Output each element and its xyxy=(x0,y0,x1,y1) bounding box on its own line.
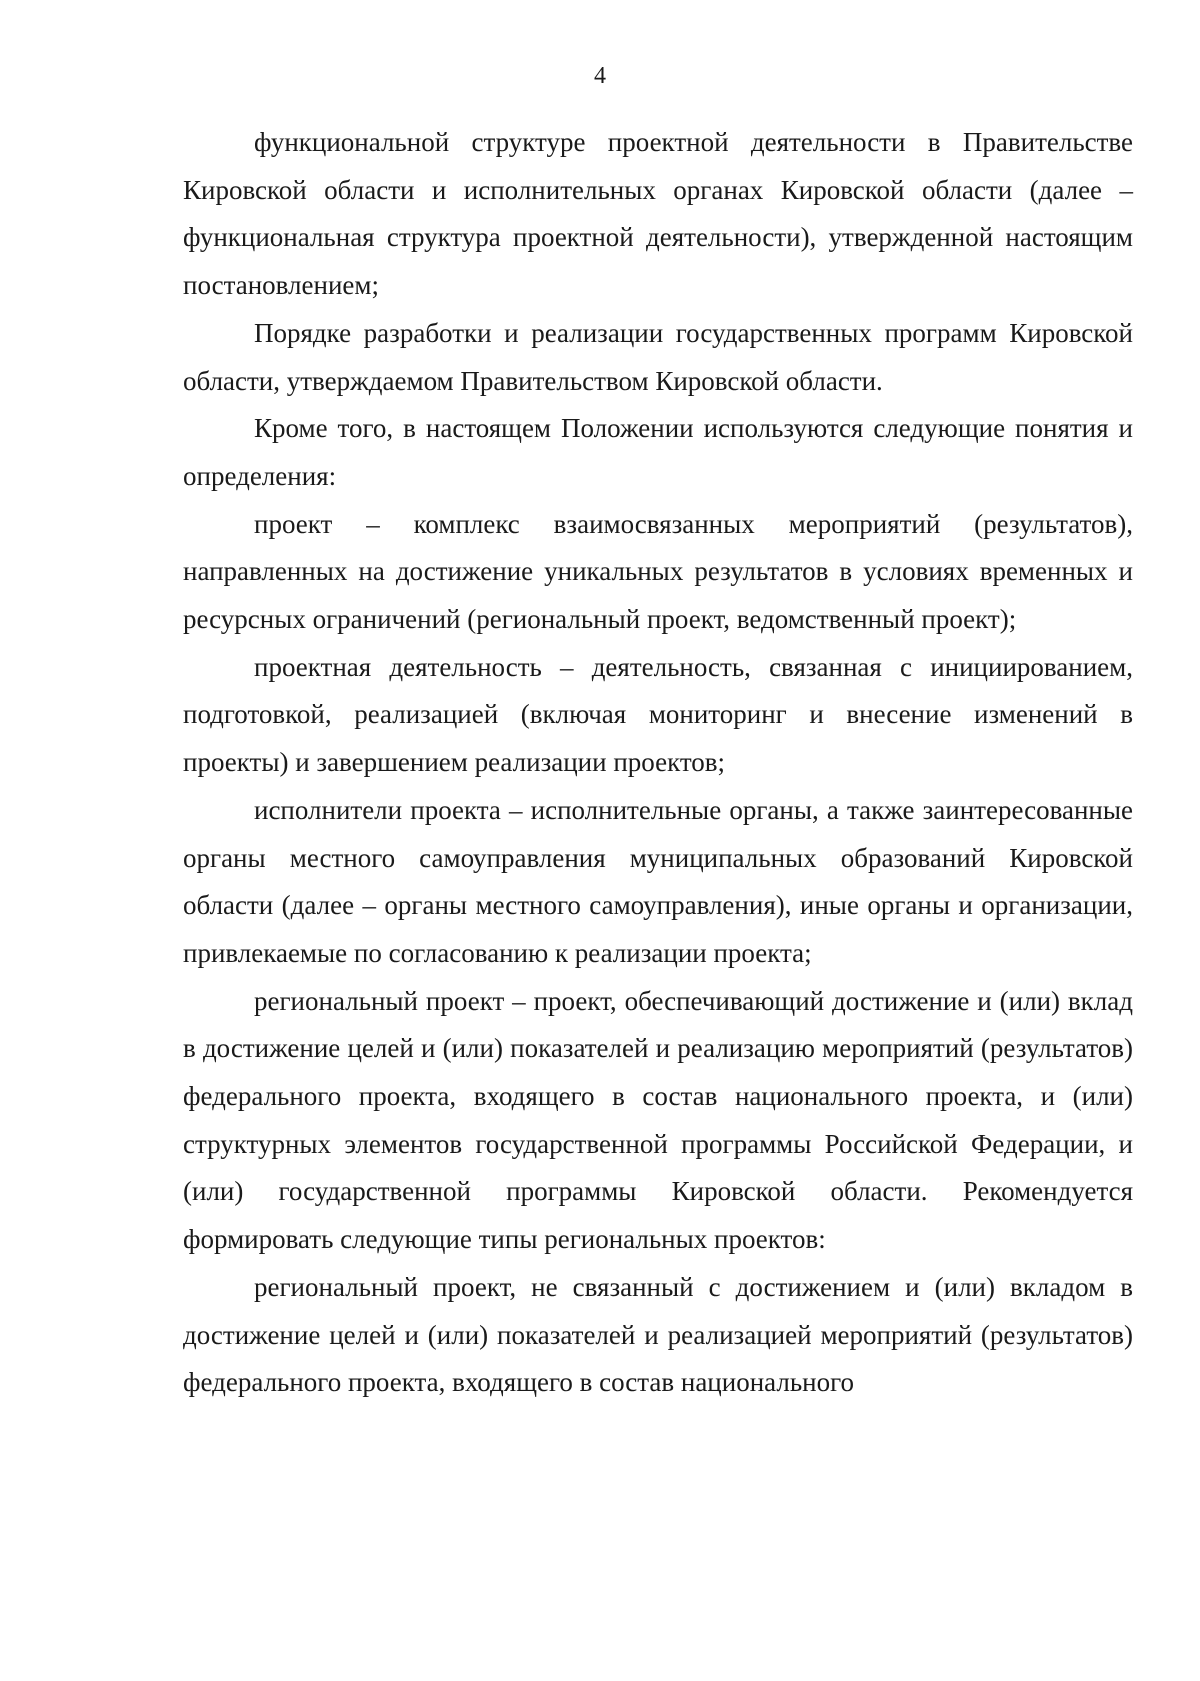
paragraph-project-activity-definition: проектная деятельность – деятельность, связанная с инициированием, подготовкой, реализацией (включая мониторинг и внесение изменений в проекты) и завершением реализации проектов; xyxy=(183,651,1133,778)
paragraph-regional-project-type: региональный проект, не связанный с достижением и (или) вкладом в достижение целей и (или) показателей и реализацией мероприятий (результатов) федерального проекта, входящего в состав национального xyxy=(183,1271,1133,1398)
paragraph-project-executors-definition: исполнители проекта – исполнительные органы, а также заинтересованные органы местного самоуправления муниципальных образований Кировской области (далее – органы местного самоуправления), иные органы и организации, привлекаемые по согласованию к реализации проекта; xyxy=(183,794,1133,968)
paragraph-definitions-intro: Кроме того, в настоящем Положении используются следующие понятия и определения: xyxy=(183,413,1133,491)
paragraph-functional-structure: функциональной структуре проектной деятельности в Правительстве Кировской области и исполнительных органах Кировской области (далее – функциональная структура проектной деятельности), утвержденной настоящим постановлением; xyxy=(183,127,1133,301)
page-number: 4 xyxy=(594,63,606,89)
paragraph-programs-order: Порядке разработки и реализации государственных программ Кировской области, утверждаемом Правительством Кировской области. xyxy=(183,317,1133,396)
paragraph-project-definition: проект – комплекс взаимосвязанных мероприятий (результатов), направленных на достижение уникальных результатов в условиях временных и ресурсных ограничений (региональный проект, ведомственный проект); xyxy=(183,508,1133,635)
paragraph-regional-project-definition: региональный проект – проект, обеспечивающий достижение и (или) вклад в достижение целей и (или) показателей и реализацию мероприятий (результатов) федерального проекта, входящего в состав национального проекта, и (или) структурных элементов государственной программы Российской Федерации, и (или) государственной программы Кировской области. Рекомендуется формировать следующие типы региональных проектов: xyxy=(183,985,1133,1255)
document-body xyxy=(183,119,1133,1407)
